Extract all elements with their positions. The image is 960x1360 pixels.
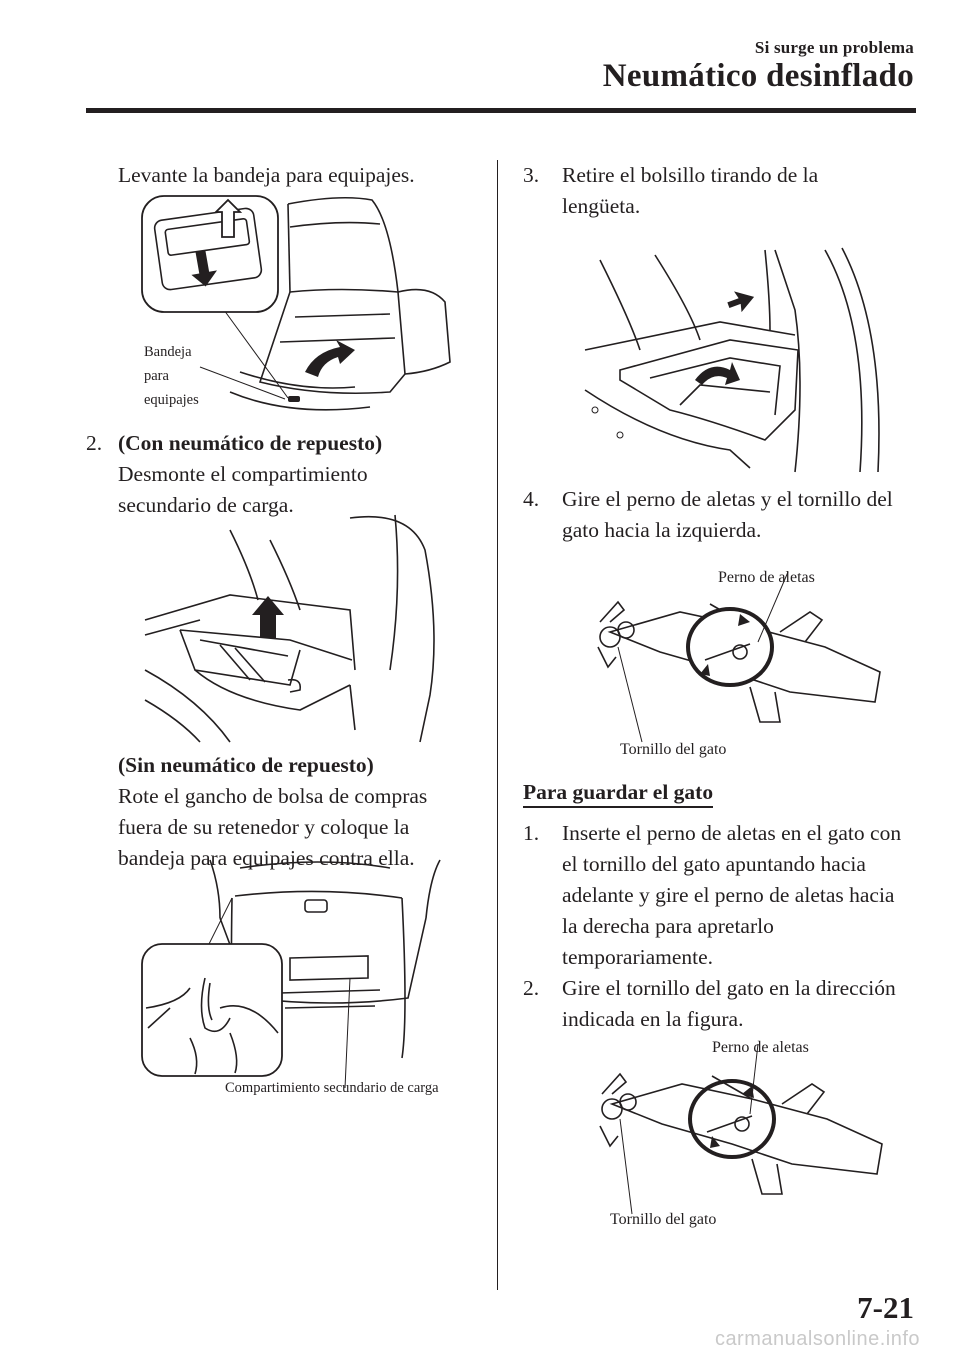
store-step-1-line-1: Inserte el perno de aletas en el gato con xyxy=(562,821,902,845)
header-rule xyxy=(86,108,916,113)
sub-heading: (Sin neumático de repuesto) xyxy=(118,753,374,777)
fig3-label: Compartimiento secundario de carga xyxy=(225,1080,439,1096)
pocket-removal-illustration xyxy=(580,240,900,472)
chapter-title: Neumático desinflado xyxy=(602,58,914,94)
sub-line-1: Rote el gancho de bolsa de compras xyxy=(118,784,428,808)
step-3-line-1: Retire el bolsillo tirando de la xyxy=(562,163,819,187)
step-2-line-2: secundario de carga. xyxy=(118,493,294,517)
sub-trunk-illustration xyxy=(140,510,460,742)
store-step-1-line-5: temporariamente. xyxy=(562,945,714,969)
store-step-1-line-2: el tornillo del gato apuntando hacia xyxy=(562,852,866,876)
section-label: Si surge un problema xyxy=(754,38,914,57)
step-3-line-2: lengüeta. xyxy=(562,194,641,218)
shopping-hook-illustration xyxy=(140,858,450,1080)
jack-loosen-illustration xyxy=(590,592,890,742)
store-step-1-line-3: adelante y gire el perno de aletas hacia xyxy=(562,883,895,907)
fig6-label-wing-bolt: Perno de aletas xyxy=(712,1039,809,1056)
fig1-label-line-3: equipajes xyxy=(144,392,199,408)
step-2-heading: (Con neumático de repuesto) xyxy=(118,431,383,455)
sub-line-3: bandeja para equipajes contra ella. xyxy=(118,846,415,870)
step-4-line-1: Gire el perno de aletas y el tornillo del xyxy=(562,487,893,511)
store-jack-heading: Para guardar el gato xyxy=(523,780,713,808)
store-step-2-line-1: Gire el tornillo del gato en la dirección xyxy=(562,976,896,1000)
store-step-1-line-4: la derecha para apretarlo xyxy=(562,914,774,938)
step-3-number: 3. xyxy=(523,163,540,187)
column-divider xyxy=(497,160,498,1290)
store-step-1-number: 1. xyxy=(523,821,540,845)
step-4-number: 4. xyxy=(523,487,540,511)
step-2-number: 2. xyxy=(86,431,103,455)
fig1-label-line-1: Bandeja xyxy=(144,344,192,360)
step-4-line-2: gato hacia la izquierda. xyxy=(562,518,762,542)
store-step-2-line-2: indicada en la figura. xyxy=(562,1007,744,1031)
step-2-line-1: Desmonte el compartimiento xyxy=(118,462,368,486)
intro-text: Levante la bandeja para equipajes. xyxy=(118,163,415,187)
fig1-label-line-2: para xyxy=(144,368,169,384)
fig5-label-wing-bolt: Perno de aletas xyxy=(718,569,815,586)
fig6-label-jack-screw: Tornillo del gato xyxy=(610,1211,717,1228)
watermark: carmanualsonline.info xyxy=(714,1328,920,1350)
sub-line-2: fuera de su retenedor y coloque la xyxy=(118,815,410,839)
jack-tighten-illustration xyxy=(592,1064,892,1214)
page-number: 7-21 xyxy=(857,1290,914,1325)
fig5-label-jack-screw: Tornillo del gato xyxy=(620,741,727,758)
store-step-2-number: 2. xyxy=(523,976,540,1000)
